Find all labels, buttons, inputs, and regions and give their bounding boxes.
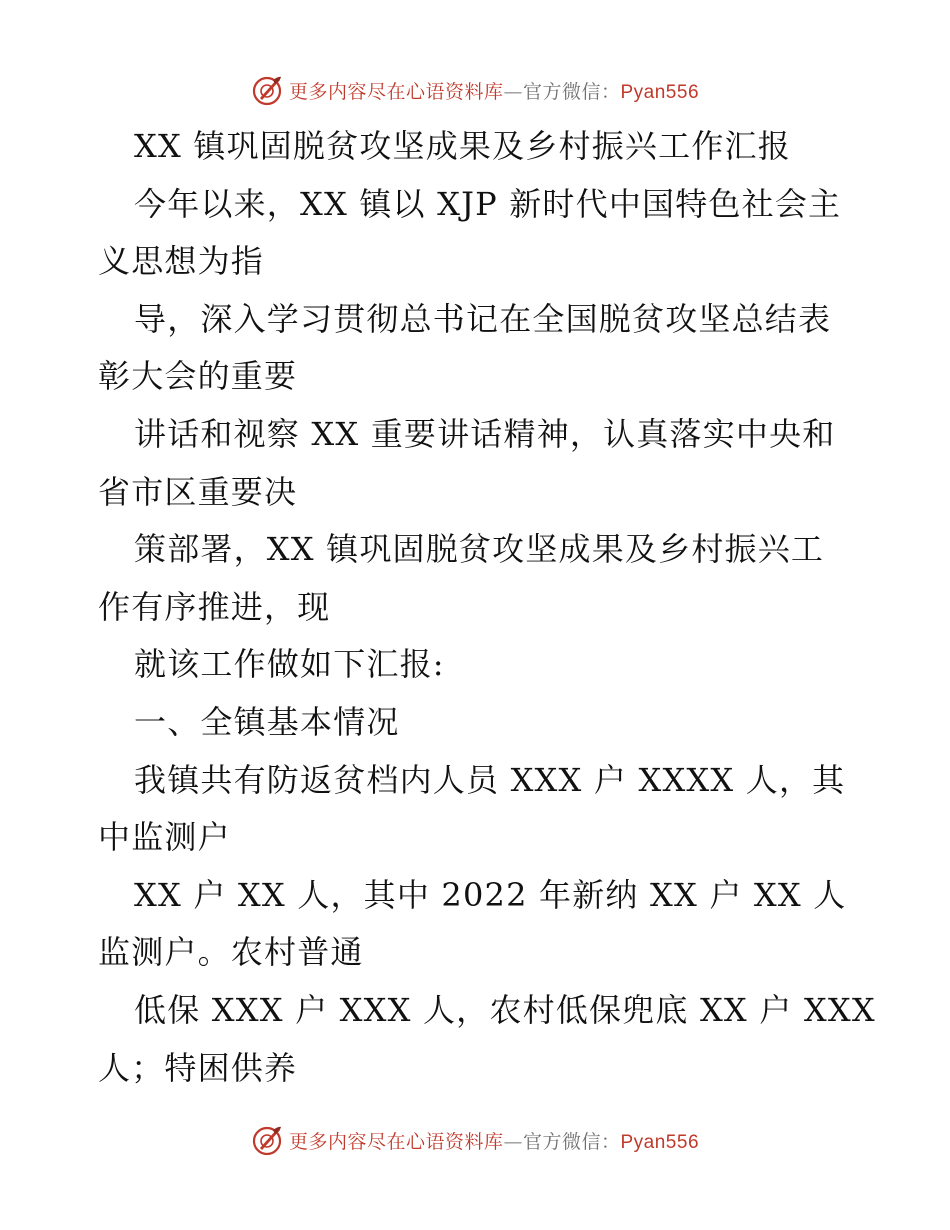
doc-line: 省市区重要决 — [98, 472, 298, 511]
watermark-site-name: 更多内容尽在心语资料库 — [288, 1130, 504, 1153]
section-heading: 一、全镇基本情况 — [134, 702, 400, 741]
doc-line: 我镇共有防返贫档内人员 XXX 户 XXXX 人，其 — [134, 760, 846, 799]
watermark-separator: — — [503, 80, 523, 103]
document-body — [98, 118, 876, 1097]
watermark-official-label: 官方微信： — [522, 80, 621, 103]
quill-seal-icon — [251, 74, 283, 106]
doc-line: 就该工作做如下汇报: — [134, 645, 445, 684]
doc-line: 监测户。农村普通 — [98, 933, 364, 972]
doc-line: 义思想为指 — [98, 242, 265, 281]
doc-line: 人；特困供养 — [98, 1048, 298, 1087]
doc-line: 策部署，XX 镇巩固脱贫攻坚成果及乡村振兴工 — [134, 530, 825, 569]
doc-line: 中监测户 — [98, 818, 231, 857]
watermark-header — [0, 72, 950, 108]
doc-line: 导，深入学习贯彻总书记在全国脱贫攻坚总结表 — [134, 299, 832, 338]
watermark-wechat-id: Pyan556 — [620, 81, 700, 103]
watermark-text — [289, 77, 699, 104]
doc-line: 低保 XXX 户 XXX 人，农村低保兜底 XX 户 XXX — [134, 990, 876, 1029]
quill-seal-icon — [251, 1124, 283, 1156]
watermark-wechat-id: Pyan556 — [620, 1131, 700, 1153]
watermark-footer — [0, 1122, 950, 1158]
watermark-official-label: 官方微信： — [522, 1130, 621, 1153]
doc-line: 彰大会的重要 — [98, 357, 298, 396]
doc-line: XX 镇巩固脱贫攻坚成果及乡村振兴工作汇报 — [134, 127, 791, 165]
doc-line: 今年以来，XX 镇以 XJP 新时代中国特色社会主 — [134, 184, 842, 223]
watermark-text — [289, 1127, 699, 1154]
watermark-separator: — — [503, 1130, 523, 1153]
doc-line: 作有序推进，现 — [98, 587, 331, 626]
watermark-site-name: 更多内容尽在心语资料库 — [288, 80, 504, 103]
doc-line: XX 户 XX 人，其中 2022 年新纳 XX 户 XX 人 — [134, 875, 847, 914]
doc-line: 讲话和视察 XX 重要讲话精神，认真落实中央和 — [134, 414, 836, 453]
